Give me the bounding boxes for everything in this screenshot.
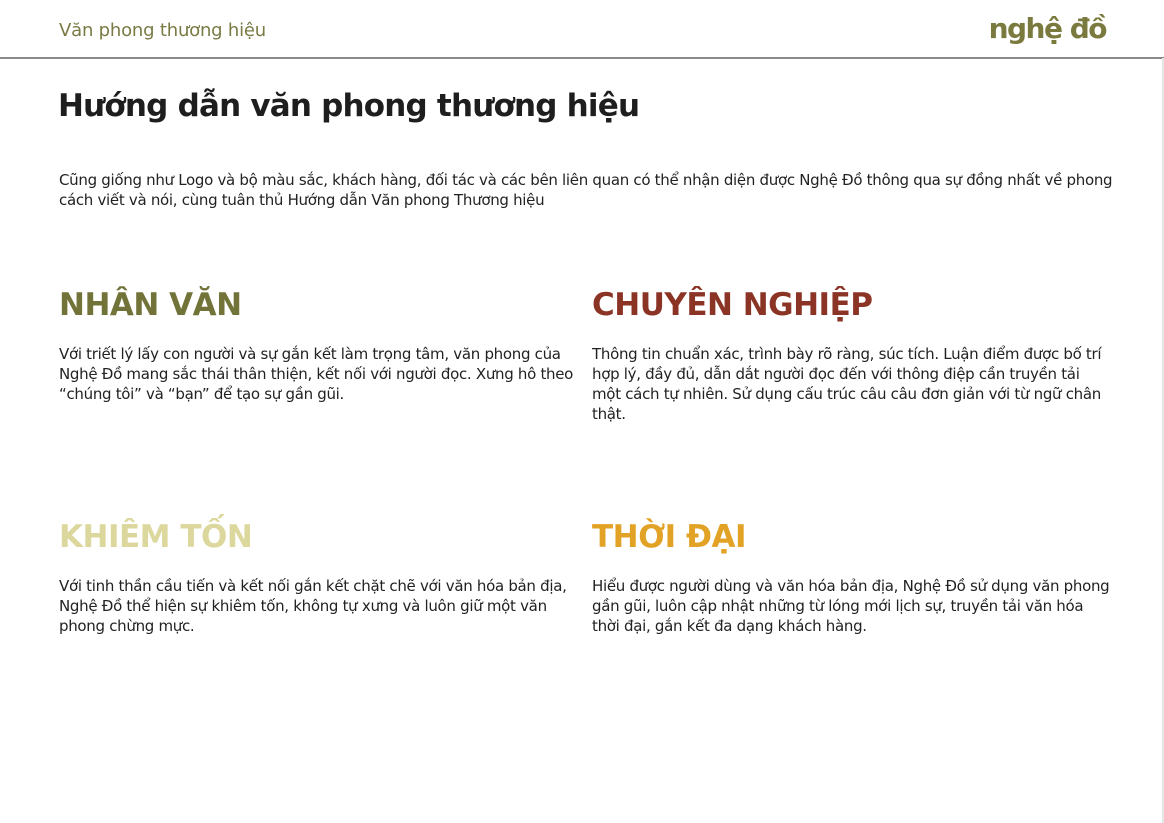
section-body: Thông tin chuẩn xác, trình bày rõ ràng, súc tích. Luận điểm được bố trí hợp lý, đầy đủ, dẫn dắt người đọc đến với thông điệp cần truyền tải một cách tự nhiên. Sử dụng cấu trúc câu câu đơn giản với từ ngữ chân thật. [592, 345, 1102, 423]
header-divider [0, 57, 1164, 59]
intro-paragraph: Cũng giống như Logo và bộ màu sắc, khách hàng, đối tác và các bên liên quan có thể nhận diện được Nghệ Đồ thông qua sự đồng nhất về phong cách viết và nói, cùng tuân thủ Hướng dẫn Văn phong Thương hiệu [59, 171, 1113, 209]
section-body: Với tinh thần cầu tiến và kết nối gắn kết chặt chẽ với văn hóa bản địa, Nghệ Đồ thể hiện sự khiêm tốn, không tự xưng và luôn giữ một văn phong chừng mực. [59, 577, 567, 635]
section-khiem-ton [59, 519, 579, 635]
page-header [0, 0, 1164, 58]
section-thoi-dai [592, 519, 1112, 635]
section-heading: NHÂN VĂN [59, 287, 242, 323]
section-chuyen-nghiep [592, 287, 1112, 423]
page-title: Hướng dẫn văn phong thương hiệu [58, 88, 640, 124]
brand-logo: nghệ đồ [988, 12, 1106, 45]
section-nhan-van [59, 287, 579, 403]
section-body: Hiểu được người dùng và văn hóa bản địa, Nghệ Đồ sử dụng văn phong gần gũi, luôn cập nhật những từ lóng mới lịch sự, truyền tải văn hóa thời đại, gắn kết đa dạng khách hàng. [592, 577, 1110, 635]
section-body: Với triết lý lấy con người và sự gắn kết làm trọng tâm, văn phong của Nghệ Đồ mang sắc thái thân thiện, kết nối với người đọc. Xưng hô theo “chúng tôi” và “bạn” để tạo sự gần gũi. [59, 345, 574, 403]
section-heading: KHIÊM TỐN [59, 519, 253, 555]
section-heading: CHUYÊN NGHIỆP [592, 287, 873, 323]
header-title: Văn phong thương hiệu [59, 20, 267, 41]
section-heading: THỜI ĐẠI [592, 519, 746, 555]
